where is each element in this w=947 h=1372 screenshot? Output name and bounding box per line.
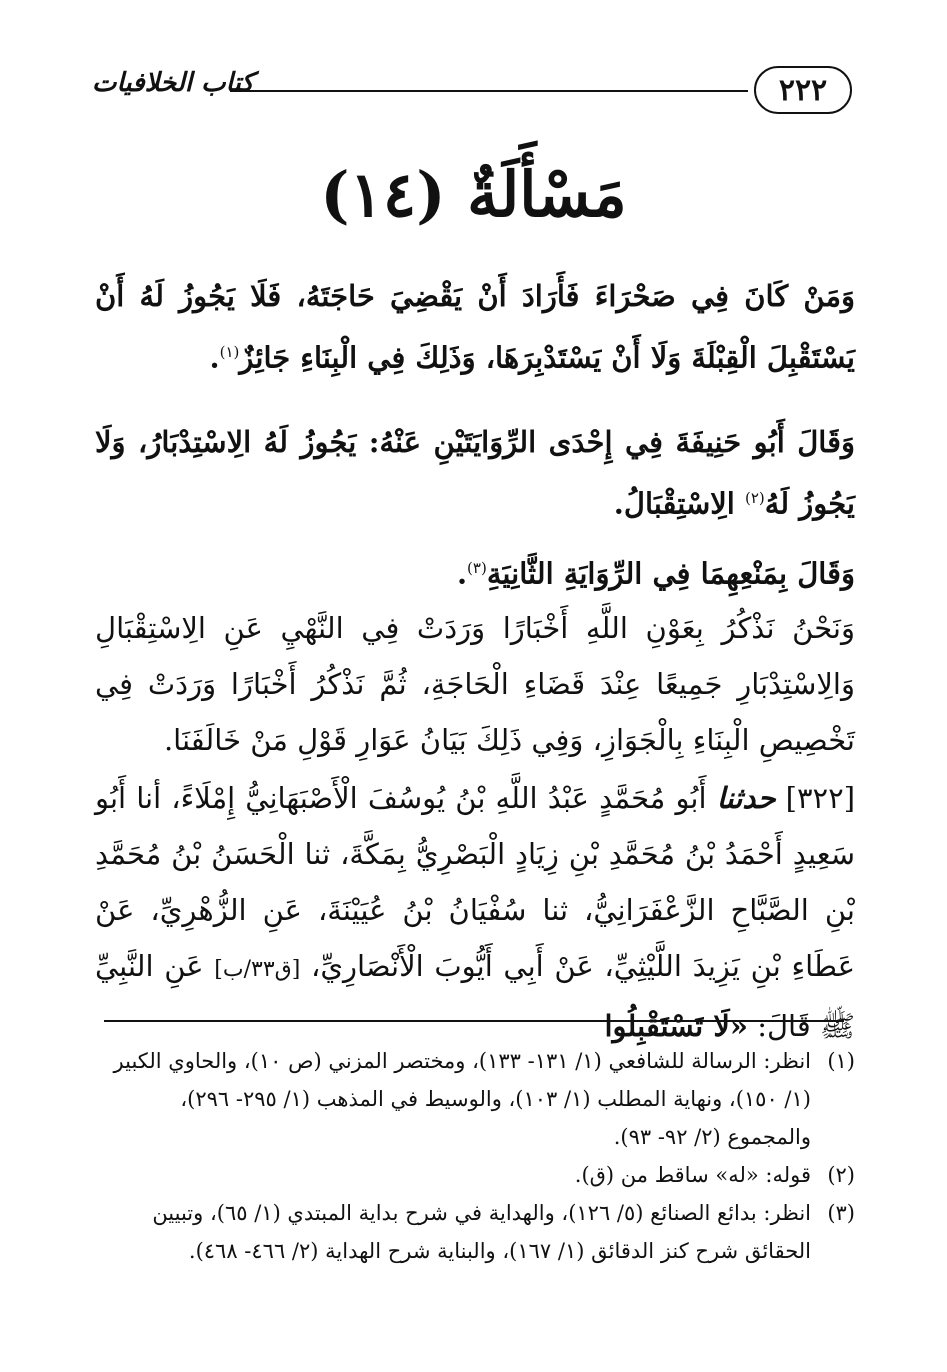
footnote-text: انظر: الرسالة للشافعي (١/ ١٣١- ١٣٣)، ومختصر المزني (ص ١٠)، والحاوي الكبير (١/ ١٥٠)، ونهاية المطلب (١/ ١٠٣)، والوسيط في المذهب (١/ ٢٩٥- ٢٩٦)، والمجموع (٢/ ٩٢- ٩٣). xyxy=(113,1049,811,1149)
footnote-number: (٢) xyxy=(827,1163,855,1187)
footnote-text: قوله: «له» ساقط من (ق). xyxy=(574,1163,811,1187)
footnote-1 xyxy=(95,1042,855,1156)
footnote-ref-3: (٣) xyxy=(467,559,487,577)
footnote-3 xyxy=(95,1194,855,1270)
hadith-322 xyxy=(95,770,855,1054)
footnote-number: (٣) xyxy=(827,1201,855,1225)
footnote-separator xyxy=(104,1020,844,1022)
footnote-ref-2: (٢) xyxy=(744,489,765,507)
page-number: ٢٢٢ xyxy=(754,66,852,114)
footnotes xyxy=(95,1042,855,1270)
hadith-quote: «لَا تَسْتَقْبِلُوا xyxy=(604,1009,748,1043)
second-narration xyxy=(95,540,855,602)
footnote-number: (١) xyxy=(827,1049,855,1073)
footnote-text: انظر: بدائع الصنائع (٥/ ١٢٦)، والهداية في شرح بداية المبتدي (١/ ٦٥)، وتبيين الحقائق شرح كنز الدقائق (١/ ١٦٧)، والبناية شرح الهداية (٢/ ٤٦٦- ٤٦٨). xyxy=(152,1201,811,1263)
opinion-text-a: وَقَالَ أَبُو حَنِيفَةَ فِي إِحْدَى الرِّوَايَتَيْنِ عَنْهُ: يَجُوزُ لَهُ الِاسْتِدْبَارُ، وَلَا يَجُوزُ لَهُ xyxy=(95,425,855,521)
second-narration-text: وَقَالَ بِمَنْعِهِمَا فِي الرِّوَايَةِ الثَّانِيَةِ xyxy=(486,556,855,591)
footnote-2 xyxy=(95,1156,855,1194)
issue-text: وَمَنْ كَانَ فِي صَحْرَاءَ فَأَرَادَ أَنْ يَقْضِيَ حَاجَتَهُ، فَلَا يَجُوزُ لَهُ أَنْ يَسْتَقْبِلَ الْقِبْلَةَ وَلَا أَنْ يَسْتَدْبِرَهَا، وَذَلِكَ فِي الْبِنَاءِ جَائِزٌ xyxy=(95,279,855,375)
manuscript-ref: [ق٣٣/ب] xyxy=(214,957,301,982)
second-narration-end: . xyxy=(456,556,468,591)
issue-statement xyxy=(95,268,855,386)
book-title: كتاب الخلافيات xyxy=(92,68,254,98)
header-rule xyxy=(230,90,748,92)
opinion-text-b: الِاسْتِقْبَالُ. xyxy=(613,486,745,521)
isnad-text: أَبُو مُحَمَّدٍ عَبْدُ اللَّهِ بْنُ يُوسُفَ الْأَصْبَهَانِيُّ إِمْلَاءً، أنا أَبُو سَعِيدٍ أَحْمَدُ بْنُ مُحَمَّدِ بْنِ زِيَادٍ الْبَصْرِيُّ بِمَكَّةَ، ثنا الْحَسَنُ بْنُ مُحَمَّدِ بْنِ الصَّبَّاحِ الزَّعْفَرَانِيُّ، ثنا سُفْيَانُ بْنُ عُيَيْنَةَ، عَنِ الزُّهْرِيِّ، عَنْ عَطَاءِ بْنِ يَزِيدَ اللَّيْثِيِّ، عَنْ أَبِي أَيُّوبَ الْأَنْصَارِيِّ، xyxy=(95,781,856,983)
page-header xyxy=(92,66,852,126)
footnote-ref-1: (١) xyxy=(219,343,240,361)
haddathana-word: حدثنا xyxy=(716,781,776,815)
intro-paragraph: وَنَحْنُ نَذْكُرُ بِعَوْنِ اللَّهِ أَخْبَارًا وَرَدَتْ فِي النَّهْيِ عَنِ الِاسْتِقْبَالِ وَالِاسْتِدْبَارِ جَمِيعًا عِنْدَ قَضَاءِ الْحَاجَةِ، ثُمَّ نَذْكُرُ أَخْبَارًا وَرَدَتْ فِي تَخْصِيصِ الْبِنَاءِ بِالْجَوَازِ، وَفِي ذَلِكَ بَيَانُ عَوَارِ قَوْلِ مَنْ خَالَفَنَا. xyxy=(95,611,855,757)
chapter-title: مَسْأَلَةٌ (١٤) xyxy=(320,158,627,231)
hadith-number: [٣٢٢] xyxy=(785,781,856,815)
isnad-end: عَنِ النَّبِيِّ ﷺ قَالَ: xyxy=(95,949,855,1043)
abu-hanifa-opinion xyxy=(95,414,855,532)
issue-end: . xyxy=(209,340,220,375)
